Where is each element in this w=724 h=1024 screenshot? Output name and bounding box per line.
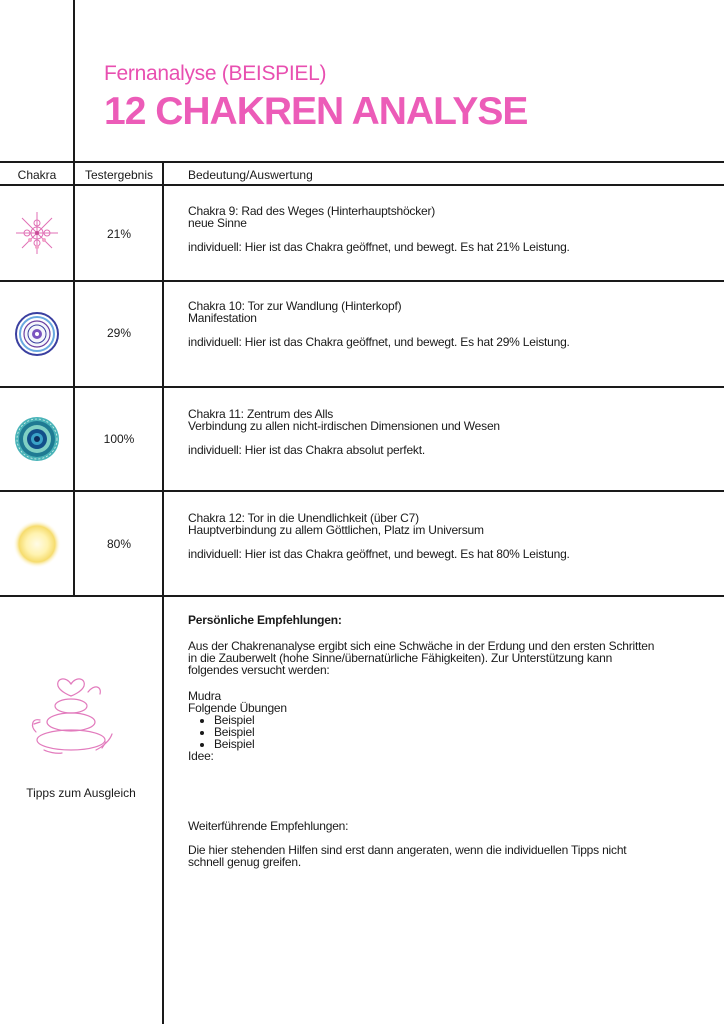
chakra-10-title: Chakra 10: Tor zur Wandlung (Hinterkopf)	[188, 299, 402, 313]
chakra-10-result: 29%	[106, 326, 132, 340]
chakra-10-subtitle: Manifestation	[188, 311, 257, 325]
title-block	[104, 62, 527, 134]
page-subtitle: Fernanalyse (BEISPIEL)	[104, 62, 327, 85]
chakra-11-subtitle: Verbindung zu allen nicht-irdischen Dimensionen und Wesen	[188, 419, 500, 433]
row-divider-4	[0, 595, 724, 597]
list-item: • Beispiel	[214, 714, 698, 726]
header-bottom-line	[0, 184, 724, 186]
recommendations-intro-3: folgendes versucht werden:	[188, 663, 330, 677]
column-header-result: Testergebnis	[84, 168, 154, 182]
page-title: 12 CHAKREN ANALYSE	[104, 90, 528, 133]
chakra-10-description	[188, 300, 708, 348]
row-divider-3	[0, 490, 724, 492]
golden-light-orb-icon	[12, 519, 62, 569]
chakra-12-description	[188, 512, 708, 560]
chakra-9-result: 21%	[106, 227, 132, 241]
chakra-12-subtitle: Hauptverbindung zu allem Göttlichen, Platz im Universum	[188, 523, 484, 537]
chakra-11-result: 100%	[103, 432, 135, 446]
recommendations-intro-1: Aus der Chakrenanalyse ergibt sich eine Schwäche in der Erdung und den ersten Schritten	[188, 639, 655, 653]
further-recommendations-line-2: schnell genug greifen.	[188, 855, 302, 869]
white-chakra-mandala-icon	[12, 208, 62, 258]
tips-label: Tipps zum Ausgleich	[26, 786, 136, 800]
column-header-chakra: Chakra	[17, 168, 57, 182]
chakra-11-icon-cell	[0, 388, 74, 490]
chakra-12-result: 80%	[106, 537, 132, 551]
list-item: • Beispiel	[214, 726, 698, 738]
header-top-line	[0, 161, 724, 163]
chakra-10-note: individuell: Hier ist das Chakra geöffnet, und bewegt. Es hat 29% Leistung.	[188, 335, 570, 349]
chakra-11-title: Chakra 11: Zentrum des Alls	[188, 407, 334, 421]
blue-chakra-mandala-icon	[14, 311, 60, 357]
chakra-12-title: Chakra 12: Tor in die Unendlichkeit (über C7)	[188, 511, 419, 525]
further-recommendations-heading: Weiterführende Empfehlungen:	[188, 819, 349, 833]
result-column-divider	[162, 162, 164, 1024]
exercises-list	[188, 714, 698, 750]
row-divider-1	[0, 280, 724, 282]
teal-chakra-mandala-icon	[14, 416, 60, 462]
recommendations-block	[188, 614, 698, 868]
chakra-9-title: Chakra 9: Rad des Weges (Hinterhauptshöcker)	[188, 204, 436, 218]
chakra-11-description	[188, 408, 708, 456]
chakra-12-note: individuell: Hier ist das Chakra geöffnet, und bewegt. Es hat 80% Leistung.	[188, 547, 570, 561]
column-header-meaning: Bedeutung/Auswertung	[188, 168, 313, 182]
chakra-9-icon-cell	[0, 186, 74, 280]
chakra-9-description	[188, 205, 708, 253]
further-recommendations-line-1: Die hier stehenden Hilfen sind erst dann angeraten, wenn die individuellen Tipps nicht	[188, 843, 627, 857]
list-item: • Beispiel	[214, 738, 698, 750]
recommendations-heading: Persönliche Empfehlungen:	[188, 613, 342, 627]
recommendations-intro-2: in die Zauberwelt (hohe Sinne/übernatürliche Fähigkeiten). Zur Unterstützung kann	[188, 651, 613, 665]
chakra-10-icon-cell	[0, 282, 74, 386]
idea-label: Idee:	[188, 749, 214, 763]
chakra-9-note: individuell: Hier ist das Chakra geöffnet, und bewegt. Es hat 21% Leistung.	[188, 240, 570, 254]
chakra-12-icon-cell	[0, 492, 74, 595]
left-border-line	[73, 0, 75, 162]
exercises-label: Folgende Übungen	[188, 701, 287, 715]
chakra-11-note: individuell: Hier ist das Chakra absolut perfekt.	[188, 443, 425, 457]
balanced-stones-heart-icon	[26, 662, 116, 758]
row-divider-2	[0, 386, 724, 388]
mudra-label: Mudra	[188, 689, 222, 703]
chakra-9-subtitle: neue Sinne	[188, 216, 247, 230]
tips-illustration	[26, 662, 116, 758]
